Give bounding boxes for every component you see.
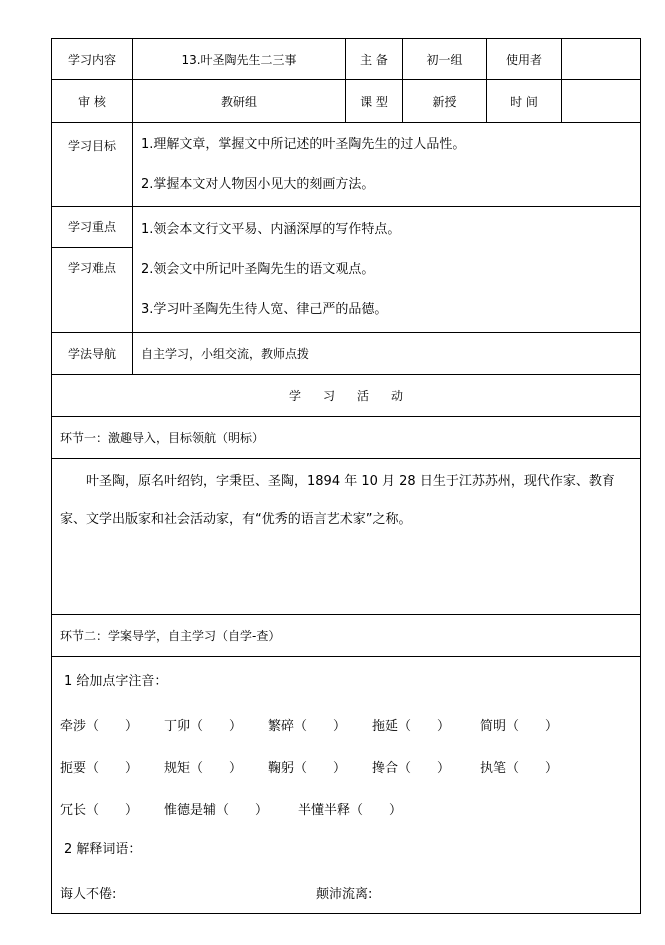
method-label: 学法导航: [52, 333, 133, 375]
objective-item: 2.掌握本文对人物因小见大的刻画方法。: [141, 176, 375, 192]
method-text: 自主学习，小组交流，教师点拨: [133, 333, 641, 375]
pinyin-row: [60, 787, 632, 829]
section1-title: 环节一：激趣导入，目标领航（明标）: [52, 417, 641, 459]
header-row-1: [52, 39, 641, 80]
pinyin-item[interactable]: 惟德是辅（ ）: [164, 802, 269, 818]
pinyin-item[interactable]: 扼要（ ）: [60, 760, 139, 776]
pinyin-item[interactable]: 半懂半释（ ）: [298, 802, 403, 818]
activities-title-row: [52, 375, 641, 417]
label-type: 课 型: [346, 80, 403, 123]
pinyin-item[interactable]: 拖延（ ）: [372, 718, 451, 734]
header-row-2: [52, 80, 641, 123]
reviewer-value: 教研组: [133, 80, 346, 123]
section1-title-row: [52, 417, 641, 459]
pinyin-item[interactable]: 冗长（ ）: [60, 802, 139, 818]
keypoints-content: [133, 207, 641, 333]
pinyin-item[interactable]: 鞠躬（ ）: [268, 760, 347, 776]
keypoint-item: 3.学习叶圣陶先生待人宽、律己严的品德。: [141, 301, 388, 317]
lesson-title: 13.叶圣陶先生二三事: [133, 39, 346, 80]
method-row: [52, 333, 641, 375]
intro-paragraph: 叶圣陶，原名叶绍钧，字秉臣、圣陶，1894 年 10 月 28 日生于江苏苏州，现代作家、教育家、文学出版家和社会活动家，有“优秀的语言艺术家”之称。: [60, 474, 615, 527]
section2-title: 环节二：学案导学，自主学习（自学-查）: [52, 615, 641, 657]
term-item: 诲人不倦:: [60, 886, 117, 902]
type-value: 新授: [403, 80, 487, 123]
objectives-row: [52, 123, 641, 207]
label-preparer: 主 备: [346, 39, 403, 80]
difficult-points-label: 学习难点: [67, 261, 116, 275]
section2-body-row: [52, 657, 641, 914]
pinyin-item[interactable]: 执笔（ ）: [480, 760, 559, 776]
section2-body: [52, 657, 641, 914]
objectives-content: [133, 123, 641, 207]
pinyin-item[interactable]: 繁碎（ ）: [268, 718, 347, 734]
pinyin-item[interactable]: 牵涉（ ）: [60, 718, 139, 734]
section1-body-row: [52, 459, 641, 615]
objectives-label: 学习目标: [52, 123, 133, 207]
pinyin-row: [60, 745, 632, 787]
keypoints-row: [52, 207, 641, 333]
keypoint-item: 1.领会本文行文平易、内涵深厚的写作特点。: [141, 221, 401, 237]
pinyin-item[interactable]: 搀合（ ）: [372, 760, 451, 776]
label-content: 学习内容: [52, 39, 133, 80]
pinyin-item[interactable]: 简明（ ）: [480, 718, 559, 734]
preparer-value: 初一组: [403, 39, 487, 80]
activities-title: 学习活动: [52, 375, 641, 417]
time-value[interactable]: [562, 80, 641, 123]
term-item: 颠沛流离:: [316, 886, 373, 902]
terms-row: [60, 871, 632, 913]
keypoint-item: 2.领会文中所记叶圣陶先生的语文观点。: [141, 261, 375, 277]
key-points-label: 学习重点: [52, 207, 132, 248]
label-review: 审 核: [52, 80, 133, 123]
pinyin-item[interactable]: 丁卯（ ）: [164, 718, 243, 734]
lesson-plan-table: [51, 38, 641, 914]
question-1-label: 1 给加点字注音：: [64, 674, 168, 689]
user-value[interactable]: [562, 39, 641, 80]
question-2-label: 2 解释词语：: [64, 842, 142, 857]
pinyin-item[interactable]: 规矩（ ）: [164, 760, 243, 776]
label-user: 使用者: [487, 39, 562, 80]
keypoints-labels: [52, 207, 133, 333]
section2-title-row: [52, 615, 641, 657]
section1-body: [52, 459, 641, 615]
label-time: 时 间: [487, 80, 562, 123]
pinyin-row: [60, 703, 632, 745]
objective-item: 1.理解文章，掌握文中所记述的叶圣陶先生的过人品性。: [141, 136, 466, 152]
